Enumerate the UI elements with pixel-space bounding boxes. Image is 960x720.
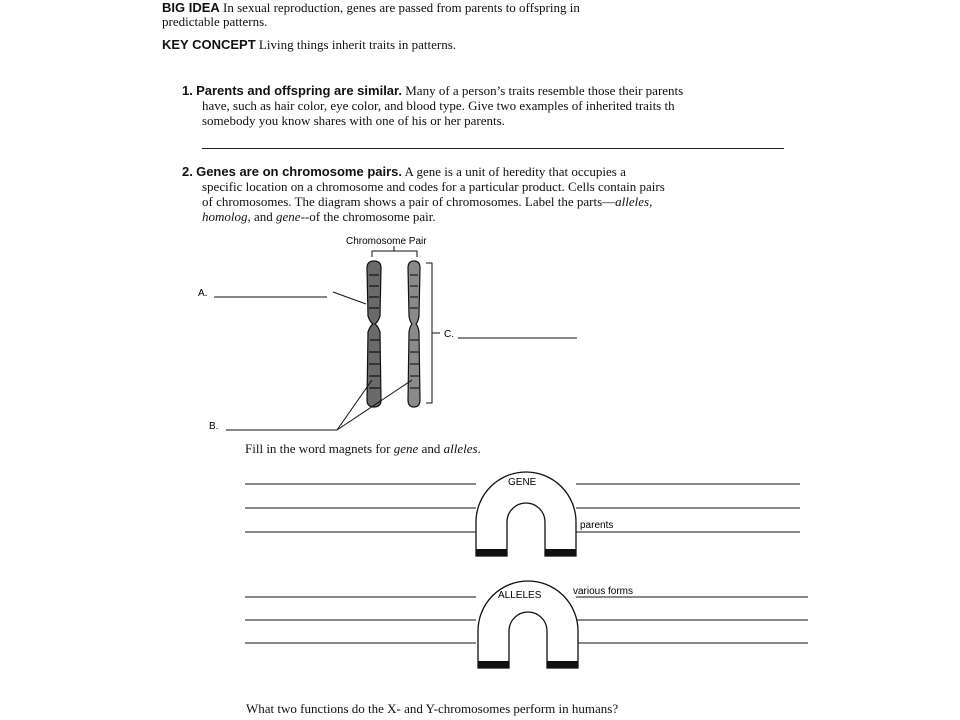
big-idea-line2: predictable patterns. — [162, 14, 268, 29]
q2-number: 2. — [182, 164, 193, 179]
magnet-instruction-end: . — [477, 441, 481, 456]
q1-text-line1: Many of a person’s traits resemble those their parents — [405, 83, 684, 98]
big-idea-label: BIG IDEA — [162, 0, 220, 15]
q2-term-homolog: homolog — [202, 209, 248, 224]
magnet-instruction-and: and — [418, 441, 444, 456]
q2-term-alleles: alleles, — [615, 194, 653, 209]
q2-text-line3-a: of chromosomes. The diagram shows a pair of chromosomes. Label the parts— — [202, 194, 616, 209]
q2-text-sep: , and — [247, 209, 277, 224]
label-c: C. — [444, 329, 454, 340]
q1-heading: Parents and offspring are similar. — [196, 83, 402, 98]
magnet-instruction-a: Fill in the word magnets for — [245, 441, 394, 456]
key-concept-text: Living things inherit traits in patterns. — [258, 37, 457, 52]
q2-term-gene: gene — [276, 209, 301, 224]
q2-text-end: --of the chromosome pair. — [300, 209, 436, 224]
q1-number: 1. — [182, 83, 193, 98]
q2-heading: Genes are on chromosome pairs. — [196, 164, 402, 179]
key-concept-label: KEY CONCEPT — [162, 37, 256, 52]
gene-magnet-label: GENE — [508, 477, 537, 488]
q2-text-line2: specific location on a chromosome and codes for a particular product. Cells contain pairs — [202, 179, 665, 194]
big-idea-line1: In sexual reproduction, genes are passed from parents to offspring in — [223, 0, 580, 15]
alleles-hint: various forms — [573, 586, 634, 597]
diagram-title: Chromosome Pair — [346, 236, 427, 247]
gene-hint: parents — [580, 520, 614, 531]
q1-text-line3: somebody you know shares with one of his or her parents. — [202, 113, 505, 128]
q3-text: What two functions do the X- and Y-chromosomes perform in humans? — [246, 701, 619, 716]
q2-text-line1: A gene is a unit of heredity that occupies a — [404, 164, 626, 179]
label-a: A. — [198, 288, 208, 299]
label-b: B. — [209, 421, 219, 432]
magnet-instruction-gene: gene — [393, 441, 419, 456]
magnet-instruction-alleles: alleles — [443, 441, 478, 456]
q1-text-line2: have, such as hair color, eye color, and blood type. Give two examples of inherited traits th — [202, 98, 675, 113]
alleles-magnet-label: ALLELES — [498, 590, 542, 601]
